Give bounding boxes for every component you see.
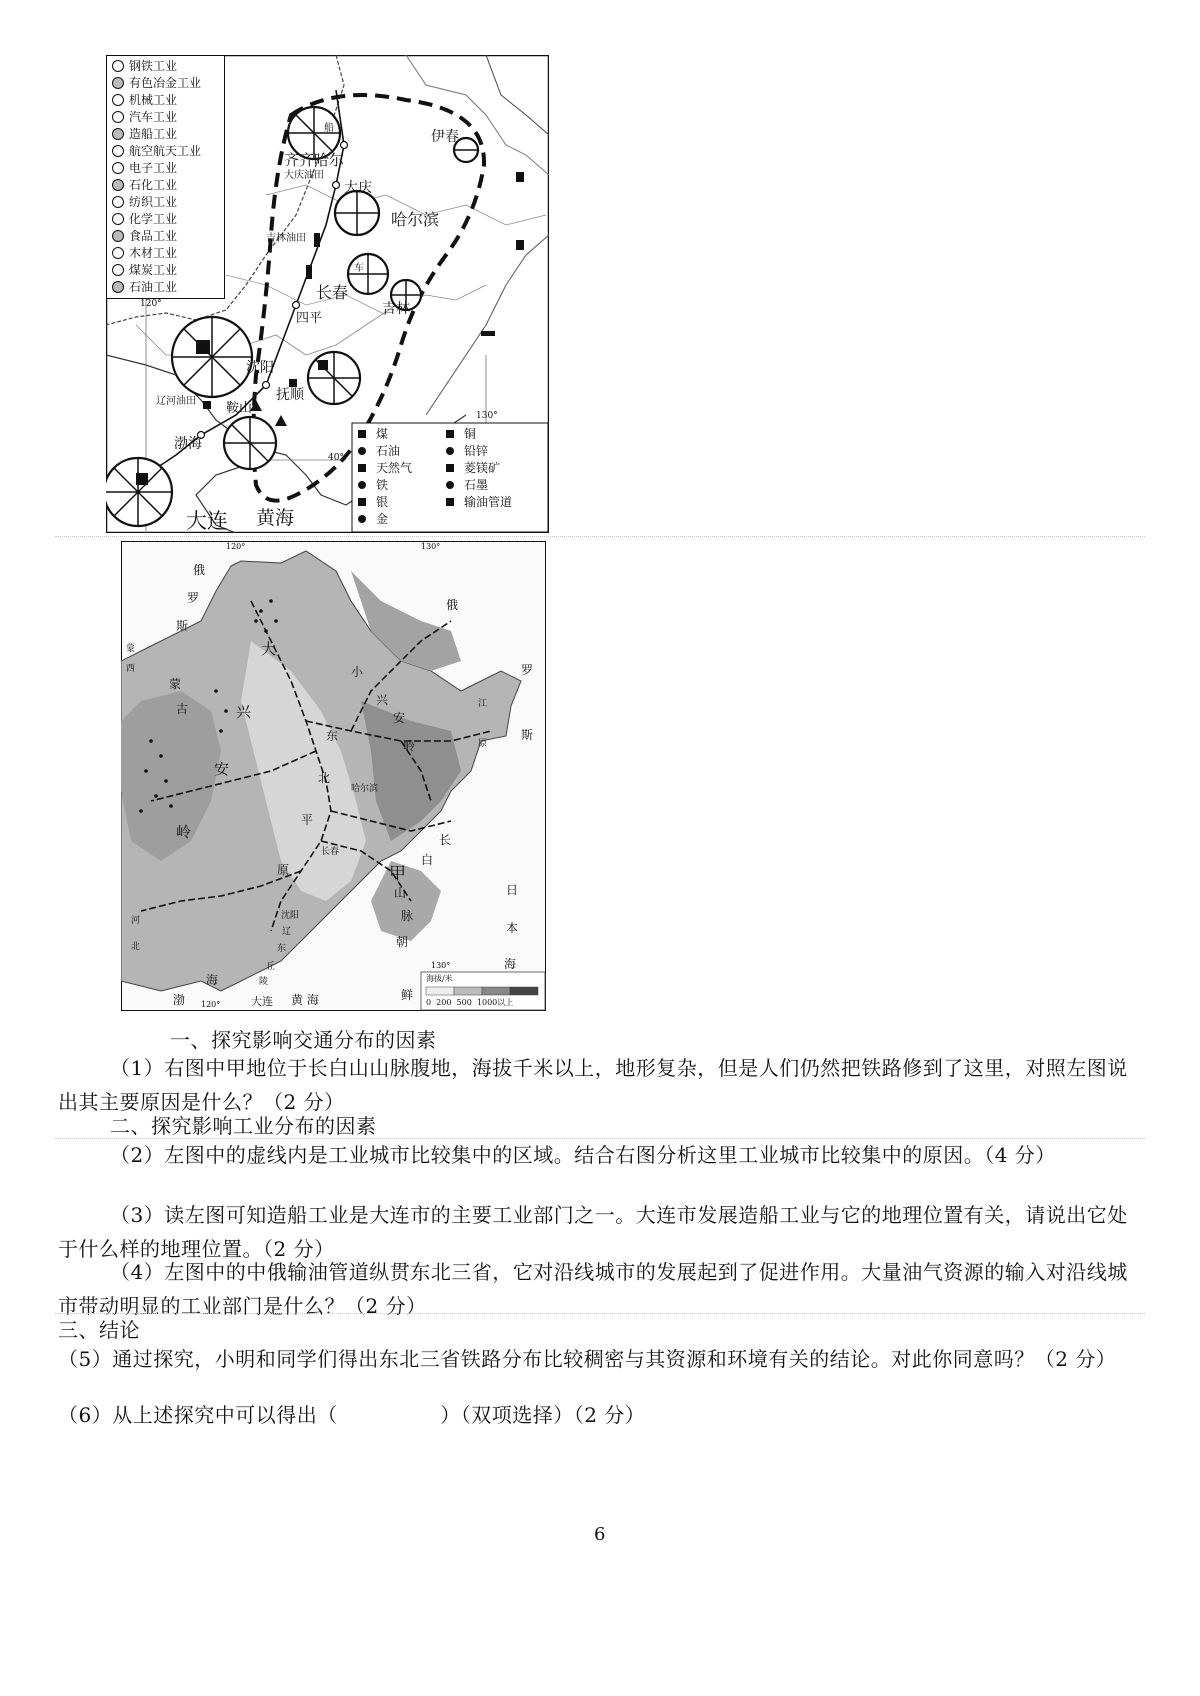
label-ping: 平 <box>301 813 314 827</box>
label-chuan: 船 <box>324 123 334 134</box>
lon-130-bottom: 130° <box>431 961 451 970</box>
city-changchun: 长春 <box>316 283 349 302</box>
label-he: 河 <box>131 916 141 926</box>
label-ling2: 岭 <box>403 739 416 753</box>
industry-legend-label: 电子工业 <box>129 161 178 175</box>
resource-legend-label: 铜 <box>464 427 477 441</box>
terrain-legend-title: 海拔/米 <box>426 974 453 983</box>
resource-legend-label: 煤 <box>376 427 389 441</box>
label-mai: 脉 <box>401 909 414 923</box>
label-e2: 俄 <box>446 598 459 612</box>
industry-legend-label: 钢铁工业 <box>129 59 178 73</box>
industry-legend-label: 航空航天工业 <box>129 144 202 158</box>
city-daqing: 大庆 <box>344 180 372 196</box>
label-an2: 安 <box>393 711 406 725</box>
label-bei2: 北 <box>131 942 141 952</box>
label-bei: 北 <box>318 771 331 785</box>
label-xiao: 小 <box>351 665 364 679</box>
label-shan: 山 <box>394 886 407 900</box>
resource-legend-label: 石墨 <box>464 478 489 492</box>
question-5: （5）通过探究，小明和同学们得出东北三省铁路分布比较稠密与其资源和环境有关的结论。对此你同意吗？（2 分） <box>58 1347 1117 1371</box>
industry-legend-label: 有色冶金工业 <box>129 76 202 90</box>
city-anshan: 鞍山 <box>226 401 253 416</box>
label-ling: 岭 <box>176 823 192 841</box>
label-ben: 本 <box>506 921 519 935</box>
city-dalian: 大连 <box>186 509 228 533</box>
city-harbin: 哈尔滨 <box>391 210 440 229</box>
industry-legend-label: 纺织工业 <box>129 195 178 209</box>
label-luo2: 罗 <box>521 663 534 677</box>
lon-120-top: 120° <box>226 542 246 551</box>
resource-legend-label: 天然气 <box>376 461 413 475</box>
label-neimeng-x: 西 <box>126 664 136 674</box>
section1-heading: 一、探究影响交通分布的因素 <box>170 1028 437 1052</box>
city-daqing-oilfield: 大庆油田 <box>284 170 324 181</box>
label-an: 安 <box>214 760 230 778</box>
resource-legend-label: 铅锌 <box>464 444 489 458</box>
label-neimeng-top: 蒙 <box>126 644 136 654</box>
label-xian: 鲜 <box>401 988 414 1002</box>
industry-legend-label: 煤炭工业 <box>129 263 178 277</box>
label-jia: 甲 <box>389 864 406 884</box>
industry-legend-label: 石化工业 <box>129 178 178 192</box>
label-dalian: 大连 <box>251 995 273 1008</box>
label-yuan2: 原 <box>478 739 488 749</box>
label-luo1: 罗 <box>187 591 200 605</box>
city-jilin-oilfield: 吉林油田 <box>266 233 306 244</box>
resource-legend-label: 铁 <box>376 478 389 492</box>
question-3: （3）读左图可知造船工业是大连市的主要工业部门之一。大连市发展造船工业与它的地理位置有关，请说出它处于什么样的地理位置。（2 分） <box>58 1203 1128 1261</box>
lon-120-bottom: 120° <box>201 1000 221 1009</box>
city-qiqihar: 齐齐哈尔 <box>284 151 345 169</box>
question-2: （2）左图中的虚线内是工业城市比较集中的区域。结合右图分析这里工业城市比较集中的原因。（4 分） <box>110 1143 1056 1167</box>
label-si1: 斯 <box>176 619 189 633</box>
resource-legend-label: 金 <box>376 512 389 526</box>
city-fushun: 抚顺 <box>276 387 304 403</box>
resource-legend-label: 输油管道 <box>464 495 513 509</box>
city-yichun: 伊春 <box>431 129 459 145</box>
label-ling3: 陵 <box>259 977 269 987</box>
label-dong2: 东 <box>277 944 287 954</box>
label-jiang: 江 <box>478 699 488 709</box>
industry-legend-label: 机械工业 <box>129 93 178 107</box>
industry-legend-label: 化学工业 <box>129 212 178 226</box>
city-siping: 四平 <box>296 311 323 326</box>
terrain-railway-map <box>121 541 546 1011</box>
label-chao: 朝 <box>396 935 409 949</box>
label-huanghai: 黄 海 <box>291 993 319 1007</box>
question-6: （6）从上述探究中可以得出（ ）（双项选择）（2 分） <box>58 1403 646 1427</box>
industry-legend-label: 造船工业 <box>129 127 178 141</box>
label-meng1: 蒙 <box>169 677 182 691</box>
section3-heading: 三、结论 <box>58 1318 140 1342</box>
label-zhang: 长 <box>439 833 452 847</box>
label-changchun: 长春 <box>321 847 340 857</box>
label-liao: 辽 <box>282 927 292 937</box>
city-shenyang: 沈阳 <box>246 360 274 376</box>
label-bohai: 渤 <box>173 993 186 1007</box>
label-yellow-sea: 黄海 <box>256 507 295 529</box>
industry-resource-map <box>106 55 549 533</box>
city-liaohe-oilfield: 辽河油田 <box>156 396 196 407</box>
lon-130-top: 130° <box>421 542 441 551</box>
industry-legend-label: 石油工业 <box>129 280 178 294</box>
label-bai: 白 <box>421 853 434 867</box>
lat-40: 40° <box>328 453 344 463</box>
label-shenyang: 沈阳 <box>281 911 300 921</box>
label-gu1: 古 <box>176 702 189 716</box>
label-bohai: 渤海 <box>174 436 202 452</box>
section2-heading: 二、探究影响工业分布的因素 <box>110 1114 377 1138</box>
lon-130: 130° <box>476 411 498 421</box>
resource-legend-label: 银 <box>376 495 389 509</box>
label-si2: 斯 <box>521 728 534 742</box>
label-xing: 兴 <box>236 703 252 721</box>
label-yuan: 原 <box>277 863 290 877</box>
lon-120: 120° <box>140 299 162 309</box>
question-1: （1）右图中甲地位于长白山山脉腹地，海拔千米以上，地形复杂，但是人们仍然把铁路修到了这里，对照左图说出其主要原因是什么？（2 分） <box>58 1056 1128 1114</box>
industry-legend-label: 汽车工业 <box>129 110 178 124</box>
industry-legend-label: 木材工业 <box>129 246 178 260</box>
label-che1: 车 <box>354 263 364 274</box>
label-hai2: 海 <box>206 973 219 987</box>
label-e1: 俄 <box>193 563 206 577</box>
label-da: 大 <box>261 640 277 658</box>
label-harbin: 哈尔滨 <box>351 784 379 794</box>
page-number: 6 <box>594 1524 606 1545</box>
label-xing2: 兴 <box>376 693 389 707</box>
label-qiu: 丘 <box>266 962 276 972</box>
label-dong: 东 <box>326 729 339 743</box>
resource-legend-label: 菱镁矿 <box>464 461 501 475</box>
label-ri: 日 <box>506 883 519 897</box>
terrain-legend-scale: 0 200 500 1000以上 <box>426 998 514 1007</box>
industry-legend-label: 食品工业 <box>129 229 178 243</box>
question-4: （4）左图中的中俄输油管道纵贯东北三省，它对沿线城市的发展起到了促进作用。大量油气资源的输入对沿线城市带动明显的工业部门是什么？（2 分） <box>58 1260 1128 1318</box>
city-jilin: 吉林 <box>382 301 410 317</box>
label-hai: 海 <box>504 957 517 971</box>
resource-legend-label: 石油 <box>376 444 401 458</box>
